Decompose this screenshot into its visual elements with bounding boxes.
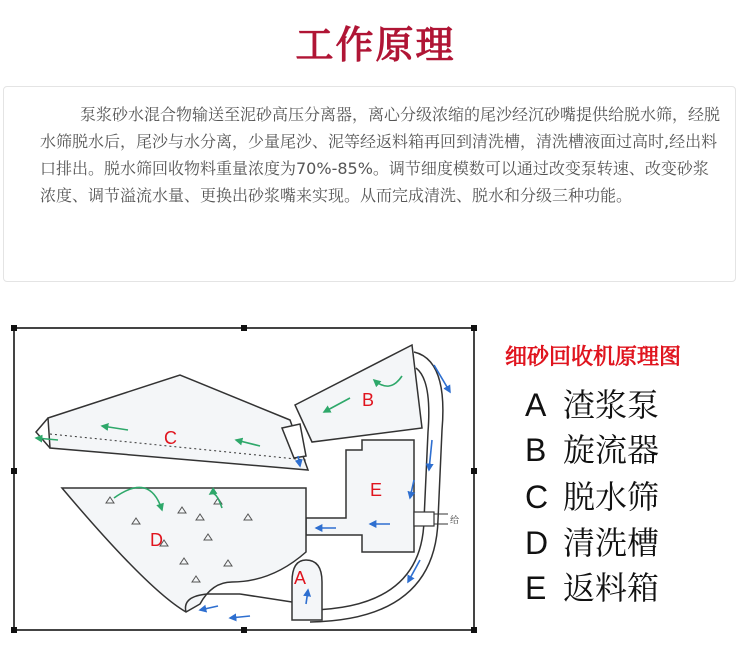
legend-key: A	[525, 387, 547, 423]
legend-name: 返料箱	[563, 569, 660, 607]
legend-name: 清洗槽	[563, 524, 660, 562]
legend-key: D	[525, 525, 549, 561]
label-e: E	[370, 480, 383, 500]
legend-item-e	[525, 563, 659, 609]
legend-name: 渣浆泵	[563, 386, 660, 424]
legend-name: 脱水筛	[563, 478, 660, 516]
intro-paragraph: 泵浆砂水混合物输送至泥砂高压分离器，离心分级浓缩的尾沙经沉砂嘴提供给脱水筛，经脱水筛脱水后，尾沙与水分离，少量尾沙、泥等经返料箱再回到清洗槽，清洗槽液面过高时,经出料口排出。脱水筛回收物料重量浓度为70%-85%。调节细度模数可以通过改变泵转速、改变砂浆浓度、调节溢流水量、更换出砂浆嘴来实现。从而完成清洗、脱水和分级三种功能。	[40, 105, 721, 205]
return-outlet-pipe	[414, 512, 434, 526]
legend-item-b	[525, 425, 659, 471]
legend-key: E	[525, 570, 547, 606]
legend-item-a	[525, 380, 659, 426]
page-title: 工作原理	[295, 23, 456, 67]
overflow-outlet	[434, 514, 448, 524]
label-d: D	[150, 530, 163, 550]
label-c: C	[164, 428, 177, 448]
pump-link	[240, 594, 292, 602]
legend-name: 旋流器	[563, 431, 660, 469]
machine-diagram	[10, 320, 480, 638]
legend-item-c	[525, 472, 659, 518]
label-b: B	[362, 390, 375, 410]
legend-key: C	[525, 479, 549, 515]
feed-note: 给	[450, 516, 460, 526]
legend-item-d	[525, 518, 659, 564]
label-a: A	[294, 568, 307, 588]
return-box	[306, 440, 414, 552]
washing-tank	[62, 488, 306, 612]
cyclone-body	[295, 345, 422, 442]
legend-title: 细砂回收机原理图	[505, 345, 682, 370]
legend-key: B	[525, 432, 547, 468]
